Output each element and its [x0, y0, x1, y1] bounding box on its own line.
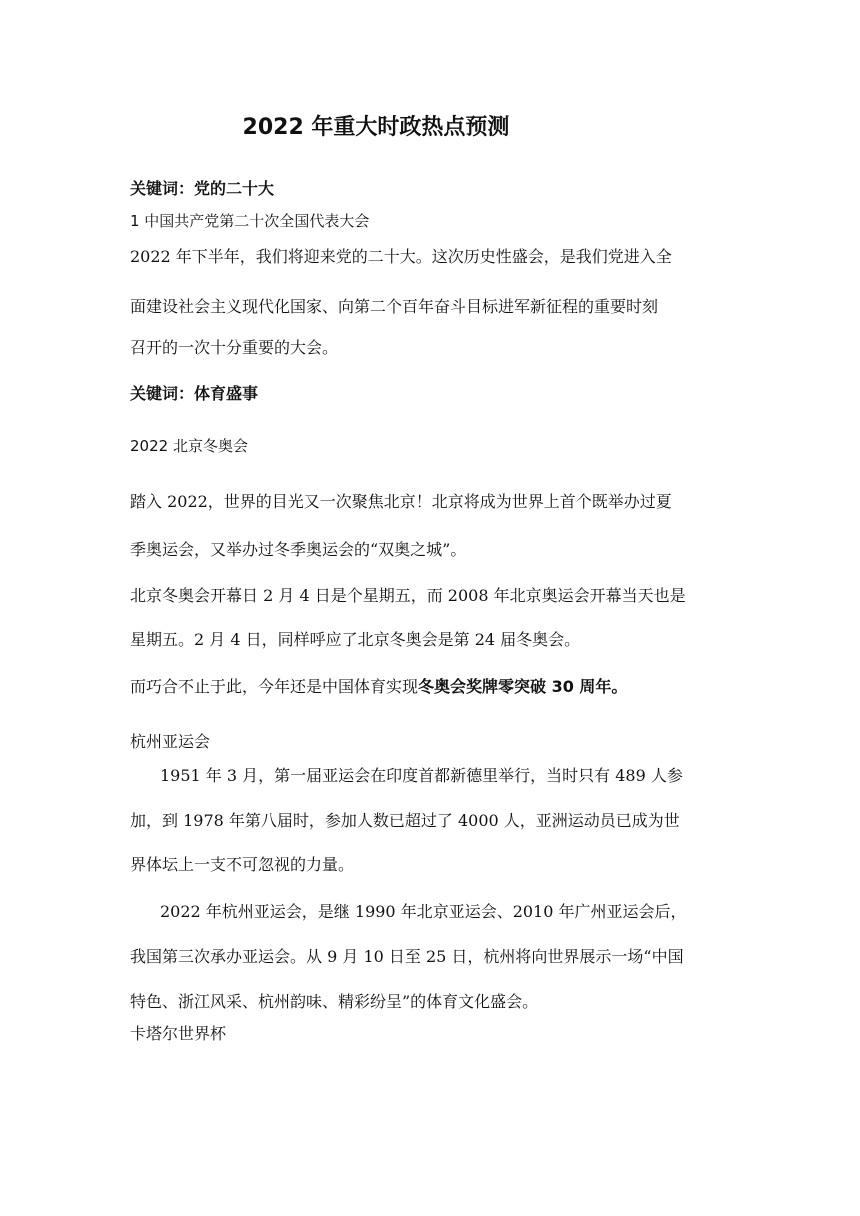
- paragraph-text: 而巧合不止于此，今年还是中国体育实现: [130, 677, 419, 696]
- paragraph-line: 面建设社会主义现代化国家、向第二个百年奋斗目标进军新征程的重要时刻: [130, 297, 659, 316]
- paragraph-line: 界体坛上一支不可忽视的力量。: [130, 855, 355, 874]
- paragraph-line: [130, 674, 627, 697]
- paragraph-line: 2022 年杭州亚运会，是继 1990 年北京亚运会、2010 年广州亚运会后，: [160, 902, 687, 921]
- subtitle-winter-olympics: 2022 北京冬奥会: [130, 437, 248, 455]
- subtitle-world-cup: 卡塔尔世界杯: [130, 1024, 227, 1043]
- document-title: 2022 年重大时政热点预测: [242, 115, 510, 140]
- subtitle-party-congress: 1 中国共产党第二十次全国代表大会: [130, 212, 370, 230]
- paragraph-line: 星期五。2 月 4 日，同样呼应了北京冬奥会是第 24 届冬奥会。: [130, 630, 581, 649]
- keyword-heading-sports: 关键词：体育盛事: [130, 384, 259, 403]
- keyword-heading-party-congress: 关键词：党的二十大: [130, 179, 275, 198]
- paragraph-line: 召开的一次十分重要的大会。: [130, 338, 339, 357]
- paragraph-line: 季奥运会，又举办过冬季奥运会的“双奥之城”。: [130, 540, 467, 559]
- paragraph-line: 北京冬奥会开幕日 2 月 4 日是个星期五，而 2008 年北京奥运会开幕当天也是: [130, 586, 686, 605]
- paragraph-line: 2022 年下半年，我们将迎来党的二十大。这次历史性盛会，是我们党进入全: [130, 247, 672, 266]
- subtitle-asian-games: 杭州亚运会: [130, 732, 211, 751]
- paragraph-line: 加，到 1978 年第八届时，参加人数已超过了 4000 人，亚洲运动员已成为世: [130, 811, 680, 830]
- paragraph-line: 特色、浙江风采、杭州韵味、精彩纷呈”的体育文化盛会。: [130, 992, 539, 1011]
- emphasis-text: 冬奥会奖牌零突破 30 周年。: [418, 677, 628, 696]
- paragraph-line: 1951 年 3 月，第一届亚运会在印度首都新德里举行，当时只有 489 人参: [160, 766, 683, 785]
- paragraph-line: 踏入 2022，世界的目光又一次聚焦北京！北京将成为世界上首个既举办过夏: [130, 492, 672, 511]
- paragraph-line: 我国第三次承办亚运会。从 9 月 10 日至 25 日，杭州将向世界展示一场“中国: [130, 947, 684, 966]
